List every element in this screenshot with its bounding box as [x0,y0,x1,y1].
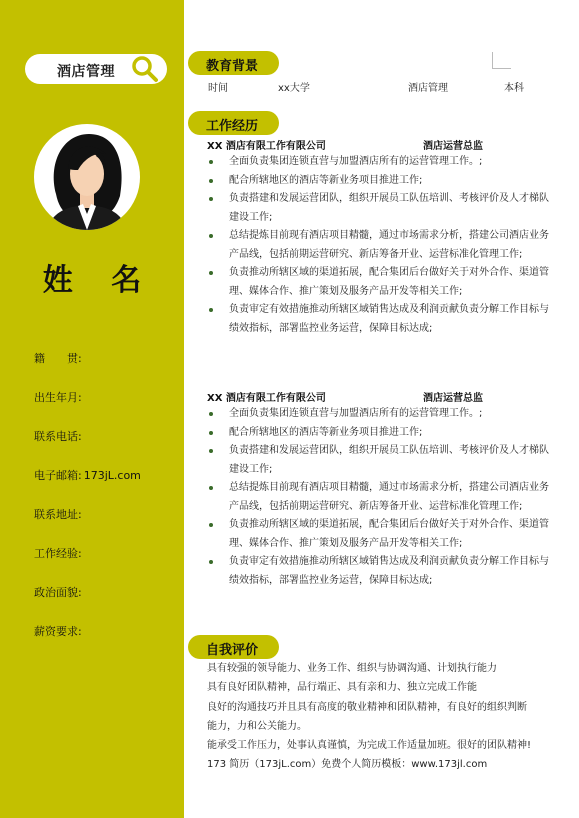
job-header [207,137,483,152]
info-political-status: 政治面貌: [34,586,82,599]
list-item: 全面负责集团连锁直营与加盟酒店所有的运营管理工作。; [207,153,552,172]
list-item: 总结提炼目前现有酒店项目精髓，通过市场需求分析，搭建公司酒店业务产品线，包括前期运营研究、新店筹备开业、运营标准化管理工作; [207,227,552,264]
job-title: 酒店运营总监 [423,141,483,152]
list-item: 负责审定有效措施推动所辖区域销售达成及利润贡献负责分解工作目标与绩效指标，部署监控业务运营，保障目标达成; [207,553,552,590]
avatar-illustration [34,124,140,230]
search-icon [131,55,159,83]
education-time: 时间 [208,83,228,94]
eval-line: 良好的沟通技巧并且具有高度的敬业精神和团队精神，有良好的组织判断 [207,701,527,713]
education-school: xx大学 [278,83,310,94]
education-heading: 教育背景 [188,51,279,75]
resume-title: 酒店管理 [57,64,115,80]
eval-line: 173 简历（173jL.com）免费个人简历模板：www.173jl.com [207,759,488,771]
list-item: 总结提炼目前现有酒店项目精髓，通过市场需求分析，搭建公司酒店业务产品线，包括前期运营研究、新店筹备开业、运营标准化管理工作; [207,479,552,516]
list-item: 负责推动所辖区域的渠道拓展，配合集团后台做好关于对外合作、渠道管理、媒体合作、推广策划及服务产品开发等相关工作; [207,516,552,553]
title-pill [25,54,167,84]
sidebar [0,0,184,818]
job-duties-list [207,405,552,590]
eval-line: 能承受工作压力，处事认真谨慎，为完成工作适量加班。很好的团队精神! [207,740,532,752]
education-degree: 本科 [504,83,524,94]
education-major: 酒店管理 [408,83,448,94]
list-item: 负责审定有效措施推动所辖区域销售达成及利润贡献负责分解工作目标与绩效指标，部署监控业务运营，保障目标达成; [207,301,552,338]
person-name: 姓 名 [42,263,156,298]
list-item: 负责搭建和发展运营团队，组织开展员工队伍培训、考核评价及人才梯队建设工作; [207,442,552,479]
info-birth-date: 出生年月: [34,391,82,404]
job-duties-list [207,153,552,338]
eval-line: 能力，力和公关能力。 [207,720,307,732]
list-item: 配合所辖地区的酒店等新业务项目推进工作; [207,424,552,443]
list-item: 配合所辖地区的酒店等新业务项目推进工作; [207,172,552,191]
list-item: 全面负责集团连锁直营与加盟酒店所有的运营管理工作。; [207,405,552,424]
avatar [34,124,140,230]
info-experience: 工作经验: [34,547,82,560]
job-company: XX 酒店有限工作有限公司 [207,141,326,152]
work-heading: 工作经历 [188,111,279,135]
job-title: 酒店运营总监 [423,393,483,404]
eval-line: 具有良好团队精神，品行端正、具有亲和力、独立完成工作能 [207,682,477,694]
info-phone: 联系电话: [34,430,82,443]
info-address: 联系地址: [34,508,82,521]
corner-mark [492,52,511,69]
job-company: XX 酒店有限工作有限公司 [207,393,326,404]
eval-line: 具有较强的领导能力、业务工作、组织与协调沟通、计划执行能力 [207,663,497,674]
list-item: 负责推动所辖区域的渠道拓展，配合集团后台做好关于对外合作、渠道管理、媒体合作、推广策划及服务产品开发等相关工作; [207,264,552,301]
list-item: 负责搭建和发展运营团队，组织开展员工队伍培训、考核评价及人才梯队建设工作; [207,190,552,227]
self-eval-text [207,659,555,775]
job-header [207,389,483,404]
self-eval-heading: 自我评价 [188,635,279,659]
info-email: 电子邮箱: 173jL.com [34,469,141,482]
info-native-place: 籍 贯: [34,352,82,365]
info-salary: 薪资要求: [34,625,82,638]
